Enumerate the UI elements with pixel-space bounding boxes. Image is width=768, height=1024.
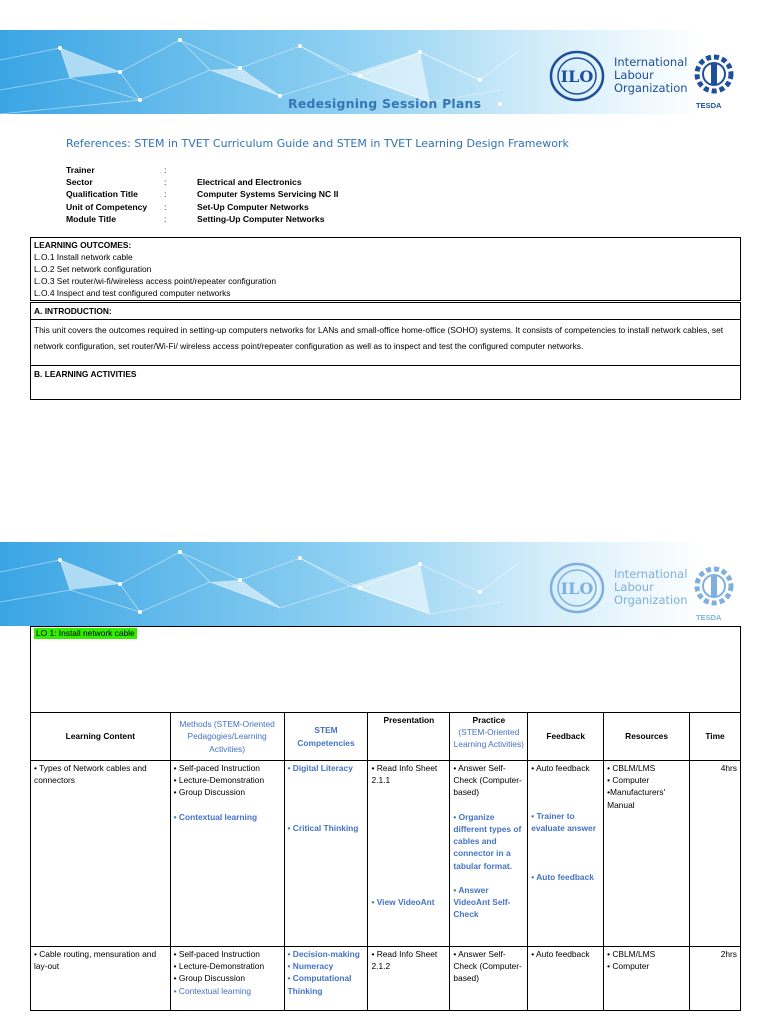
cell-presentation [368,761,450,947]
table-row [31,761,741,947]
info-colon: : [164,201,167,212]
cell-learning-content: • Types of Network cables and connectors [31,761,171,947]
ilo-name [614,568,688,607]
presentation-item-highlight: • View VideoAnt [371,897,435,908]
practice-item-highlight: • Answer VideoAnt Self-Check [453,885,511,920]
cell-feedback: • Auto feedback [528,947,604,1011]
method-item-highlight: • Contextual learning [173,811,258,822]
ilo-name-line-1: International [614,567,688,581]
learning-outcome-item: L.O.4 Inspect and test configured computer networks [34,288,231,298]
ilo-name-line-1: International [614,55,688,69]
ilo-name-line-3: Organization [614,81,688,95]
feedback-item-highlight: • Trainer to evaluate answer [531,811,596,834]
ilo-name-line-3: Organization [614,593,688,607]
info-label: Unit of Competency [66,201,148,212]
cell-feedback [528,761,604,947]
info-row-trainer [66,164,338,176]
info-colon: : [164,177,167,188]
feedback-item-highlight: • Auto feedback [531,871,594,882]
learning-outcome-item: L.O.1 Install network cable [34,252,133,262]
presentation-item: • Read Info Sheet 2.1.1 [371,763,438,786]
stem-item: • Digital Literacy [287,763,353,773]
ilo-logo-letters: ILO [560,67,594,86]
ilo-logo-letters: ILO [560,579,594,598]
introduction-body: This unit covers the outcomes required in setting-up computers networks for LANs and small-office home-office (SOHO) systems. It consists of competencies to install network cables, set network configuration, set router/Wi-Fi/ wireless access point/repeater configuration as well as to inspect and test the configured computer networks. [31,320,740,366]
header-stem-competencies [284,713,368,761]
lo1-label: LO 1: Install network cable [36,628,135,638]
resource-item: • Computer [607,775,650,786]
practice-item: • Answer Self-Check (Computer-based) [453,763,522,798]
info-colon: : [164,213,167,224]
ilo-logo-icon [546,48,608,104]
info-value: Set-Up Computer Networks [197,201,309,212]
table-header-row [31,713,741,761]
ilo-logo-icon [546,560,608,616]
info-colon: : [164,189,167,200]
info-row-unit [66,201,338,213]
header-resources: Resources [604,713,690,761]
method-item: • Self-paced Instruction [173,763,260,773]
header-banner [0,30,768,114]
learning-activities-table [30,712,741,1011]
resource-item: • CBLM/LMS [607,949,656,959]
module-info [66,164,338,225]
tesda-logo-icon [692,50,736,100]
practice-item-highlight: • Organize different types of cables and connector in a tabular format. [453,811,522,871]
info-label: Sector [66,177,93,188]
method-item: • Lecture-Demonstration [173,961,265,972]
feedback-item: • Auto feedback [531,763,590,773]
cell-time: 4hrs [690,761,741,947]
introduction-heading: A. INTRODUCTION: [31,303,740,320]
info-label: Trainer [66,165,95,175]
header-stem-label: STEM Competencies [297,725,355,748]
stem-item: • Computational Thinking [287,973,352,996]
method-item: • Self-paced Instruction [173,949,260,959]
cell-practice [450,761,528,947]
stem-item: • Decision-making [287,949,360,959]
ilo-name-line-2: Labour [614,68,654,82]
info-row-module [66,213,338,225]
ilo-name-line-2: Labour [614,580,654,594]
resource-item: • CBLM/LMS [607,763,656,773]
banner-title: Redesigning Session Plans [288,96,482,111]
lo1-box [30,626,741,713]
cell-time: 2hrs [690,947,741,1011]
cell-stem [284,947,368,1011]
learning-outcomes-heading: LEARNING OUTCOMES: [34,240,132,250]
info-value: Electrical and Electronics [197,177,302,188]
stem-item: • Numeracy [287,961,334,972]
cell-methods [170,761,284,947]
introduction-box [30,302,741,400]
header-feedback: Feedback [528,713,604,761]
tesda-logo-icon [692,562,736,612]
header-practice-subtitle: (STEM-Oriented Learning Activities) [453,727,524,750]
header-banner-page-2 [0,542,768,626]
header-practice-title: Practice [472,715,506,725]
learning-outcomes-box [30,237,741,301]
learning-activities-heading: B. LEARNING ACTIVITIES [34,369,137,379]
ilo-name [614,56,688,95]
header-learning-content: Learning Content [31,713,171,761]
header-practice [450,713,528,761]
cell-methods [170,947,284,1011]
learning-outcome-item: L.O.3 Set router/wi-fi/wireless access point/repeater configuration [34,276,277,286]
learning-outcome-item: L.O.2 Set network configuration [34,264,152,274]
cell-resources [604,761,690,947]
resource-item: •Manufacturers' Manual [607,787,666,810]
tesda-label: TESDA [696,613,722,622]
info-colon: : [164,165,167,175]
stem-item: • Critical Thinking [287,823,359,834]
cell-stem [284,761,368,947]
method-item: • Lecture-Demonstration [173,775,265,786]
method-item-highlight: • Contextual learning [173,985,252,996]
cell-resources [604,947,690,1011]
header-methods: Methods (STEM-Oriented Pedagogies/Learning Activities) [170,713,284,761]
cell-practice: • Answer Self-Check (Computer-based) [450,947,528,1011]
info-label: Module Title [66,213,116,224]
tesda-label: TESDA [696,101,722,110]
method-item: • Group Discussion [173,787,246,798]
header-presentation: Presentation [368,713,450,761]
method-item: • Group Discussion [173,973,246,984]
header-time: Time [690,713,741,761]
cell-presentation: • Read Info Sheet 2.1.2 [368,947,450,1011]
info-row-sector [66,176,338,188]
info-row-qualification [66,188,338,200]
cell-learning-content: • Cable routing, mensuration and lay-out [31,947,171,1011]
references-line: References: STEM in TVET Curriculum Guide and STEM in TVET Learning Design Framework [66,137,569,150]
info-label: Qualification Title [66,189,138,200]
info-value: Setting-Up Computer Networks [197,213,325,224]
resource-item: • Computer [607,961,650,972]
table-row [31,947,741,1011]
info-value: Computer Systems Servicing NC II [197,189,339,200]
